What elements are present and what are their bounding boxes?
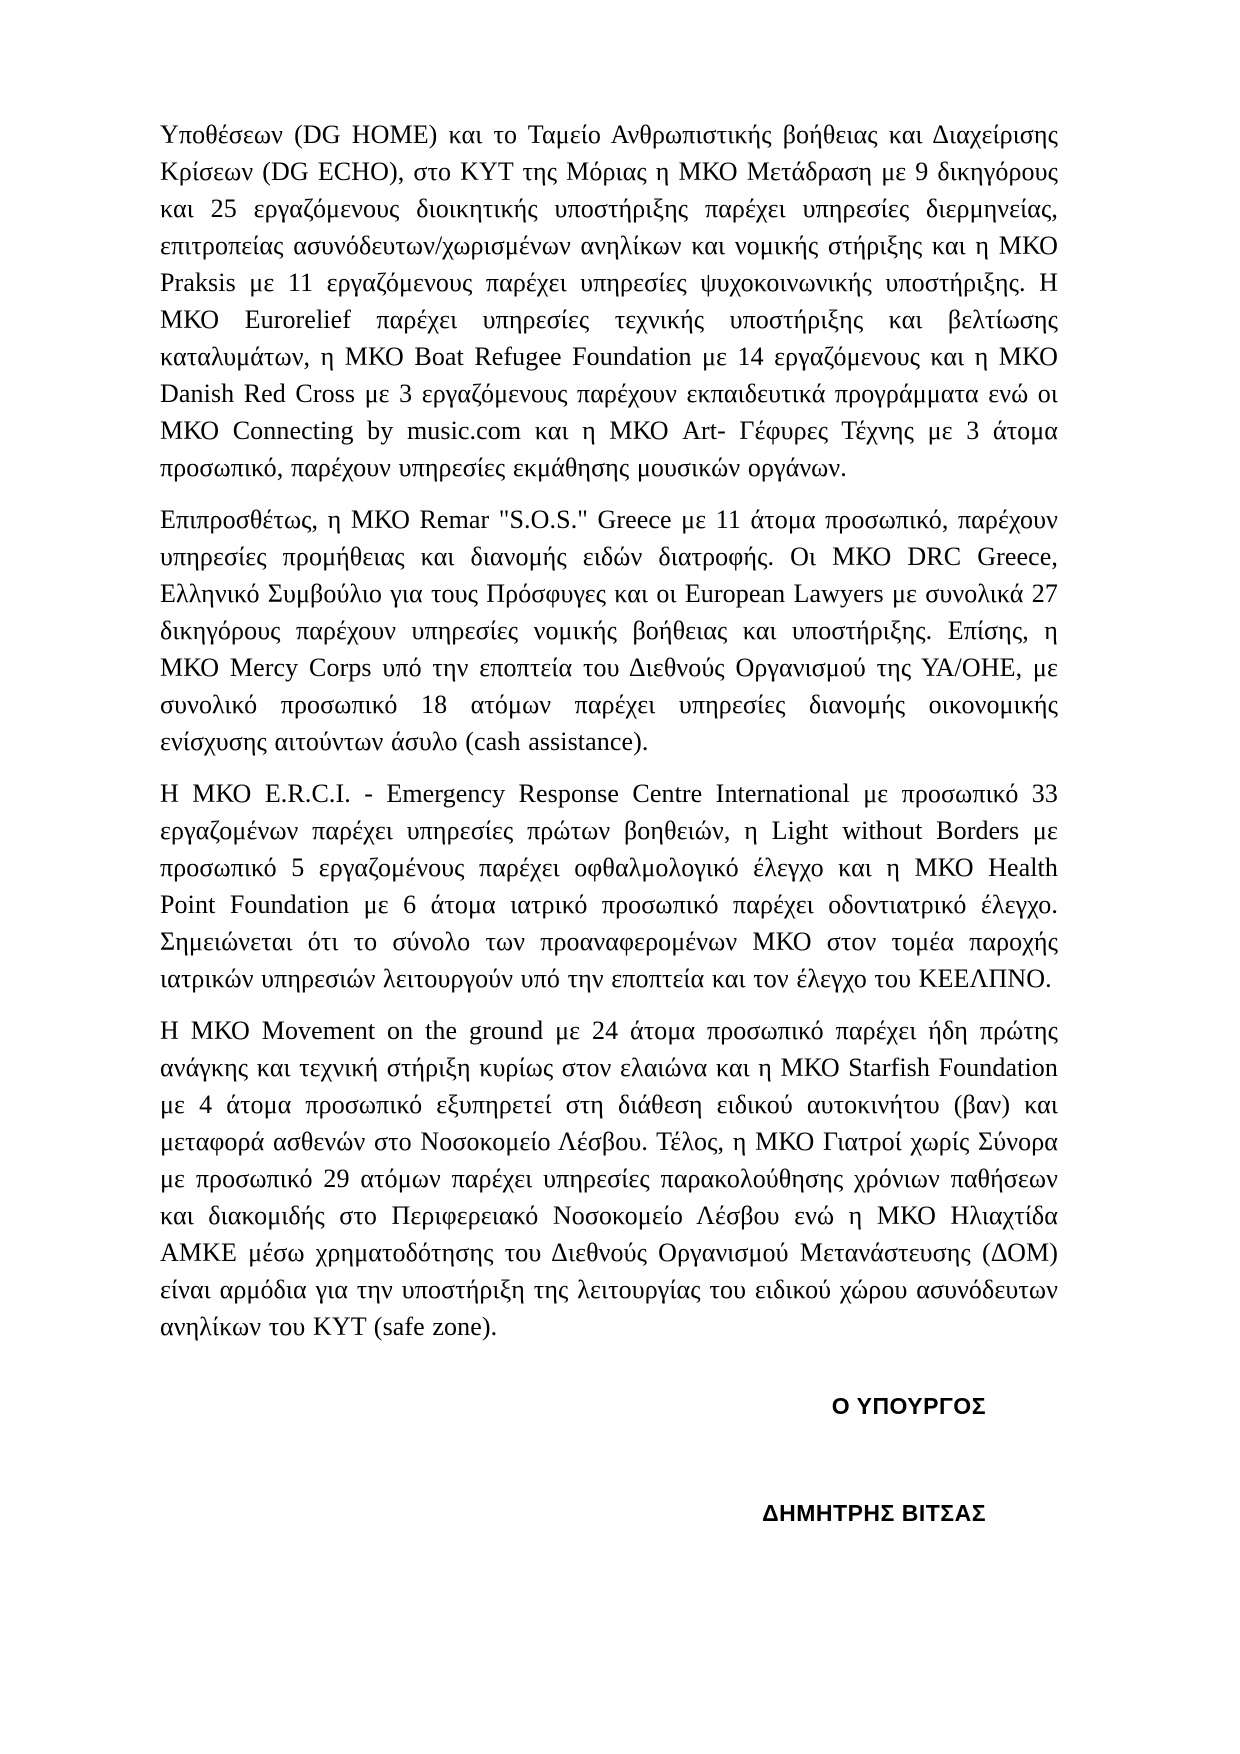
minister-title: Ο ΥΠΟΥΡΓΟΣ: [831, 1393, 986, 1419]
document-body: [160, 116, 1058, 1527]
signature-block: [160, 1393, 1058, 1527]
paragraph-ngo-food-legal-cash: Επιπροσθέτως, η ΜΚΟ Remar "S.O.S." Greece με 11 άτομα προσωπικό, παρέχουν υπηρεσίες προμήθειας και διανομής ειδών διατροφής. Οι ΜΚΟ DRC Greece, Ελληνικό Συμβούλιο για τους Πρόσφυγες και οι European Lawyers με συνολικά 27 δικηγόρους παρέχουν υπηρεσίες νομικής βοήθειας και υποστήριξης. Επίσης, η ΜΚΟ Mercy Corps υπό την εποπτεία του Διεθνούς Οργανισμού της ΥΑ/ΟΗΕ, με συνολικό προσωπικό 18 ατόμων παρέχει υπηρεσίες διανομής οικονομικής ενίσχυσης αιτούντων άσυλο (cash assistance).: [160, 505, 1058, 756]
minister-name: ΔΗΜΗΤΡΗΣ ΒΙΤΣΑΣ: [762, 1500, 986, 1526]
paragraph-ngo-medical: Η ΜΚΟ E.R.C.I. - Emergency Response Centre International με προσωπικό 33 εργαζομένων παρέχει υπηρεσίες πρώτων βοηθειών, η Light without Borders με προσωπικό 5 εργαζομένους παρέχει οφθαλμολογικό έλεγχο και η ΜΚΟ Health Point Foundation με 6 άτομα ιατρικό προσωπικό παρέχει οδοντιατρικό έλεγχο. Σημειώνεται ότι το σύνολο των προαναφερομένων ΜΚΟ στον τομέα παροχής ιατρικών υπηρεσιών λειτουργούν υπό την εποπτεία και τον έλεγχο του ΚΕΕΛΠΝΟ.: [160, 779, 1058, 993]
paragraph-ngo-services-moria: Υποθέσεων (DG HOME) και το Ταμείο Ανθρωπιστικής βοήθειας και Διαχείρισης Κρίσεων (DG ECHO), στο ΚΥΤ της Μόριας η ΜΚΟ Μετάδραση με 9 δικηγόρους και 25 εργαζόμενους διοικητικής υποστήριξης παρέχει υπηρεσίες διερμηνείας, επιτροπείας ασυνόδευτων/χωρισμένων ανηλίκων και νομικής στήριξης και η ΜΚΟ Praksis με 11 εργαζόμενους παρέχει υπηρεσίες ψυχοκοινωνικής υποστήριξης. Η ΜΚΟ Eurorelief παρέχει υπηρεσίες τεχνικής υποστήριξης και βελτίωσης καταλυμάτων, η ΜΚΟ Boat Refugee Foundation με 14 εργαζόμενους και η ΜΚΟ Danish Red Cross με 3 εργαζόμενους παρέχουν εκπαιδευτικά προγράμματα ενώ οι ΜΚΟ Connecting by music.com και η ΜΚΟ Art- Γέφυρες Τέχνης με 3 άτομα προσωπικό, παρέχουν υπηρεσίες εκμάθησης μουσικών οργάνων.: [160, 120, 1058, 482]
paragraph-ngo-logistics-safezone: Η ΜΚΟ Movement on the ground με 24 άτομα προσωπικό παρέχει ήδη πρώτης ανάγκης και τεχνική στήριξη κυρίως στον ελαιώνα και η ΜΚΟ Starfish Foundation με 4 άτομα προσωπικό εξυπηρετεί στη διάθεση ειδικού αυτοκινήτου (βαν) και μεταφορά ασθενών στο Νοσοκομείο Λέσβου. Τέλος, η ΜΚΟ Γιατροί χωρίς Σύνορα με προσωπικό 29 ατόμων παρέχει υπηρεσίες παρακολούθησης χρόνιων παθήσεων και διακομιδής στο Περιφερειακό Νοσοκομείο Λέσβου ενώ η ΜΚΟ Ηλιαχτίδα ΑΜΚΕ μέσω χρηματοδότησης του Διεθνούς Οργανισμού Μετανάστευσης (ΔΟΜ) είναι αρμόδια για την υποστήριξη της λειτουργίας του ειδικού χώρου ασυνόδευτων ανηλίκων του ΚΥΤ (safe zone).: [160, 1016, 1058, 1341]
